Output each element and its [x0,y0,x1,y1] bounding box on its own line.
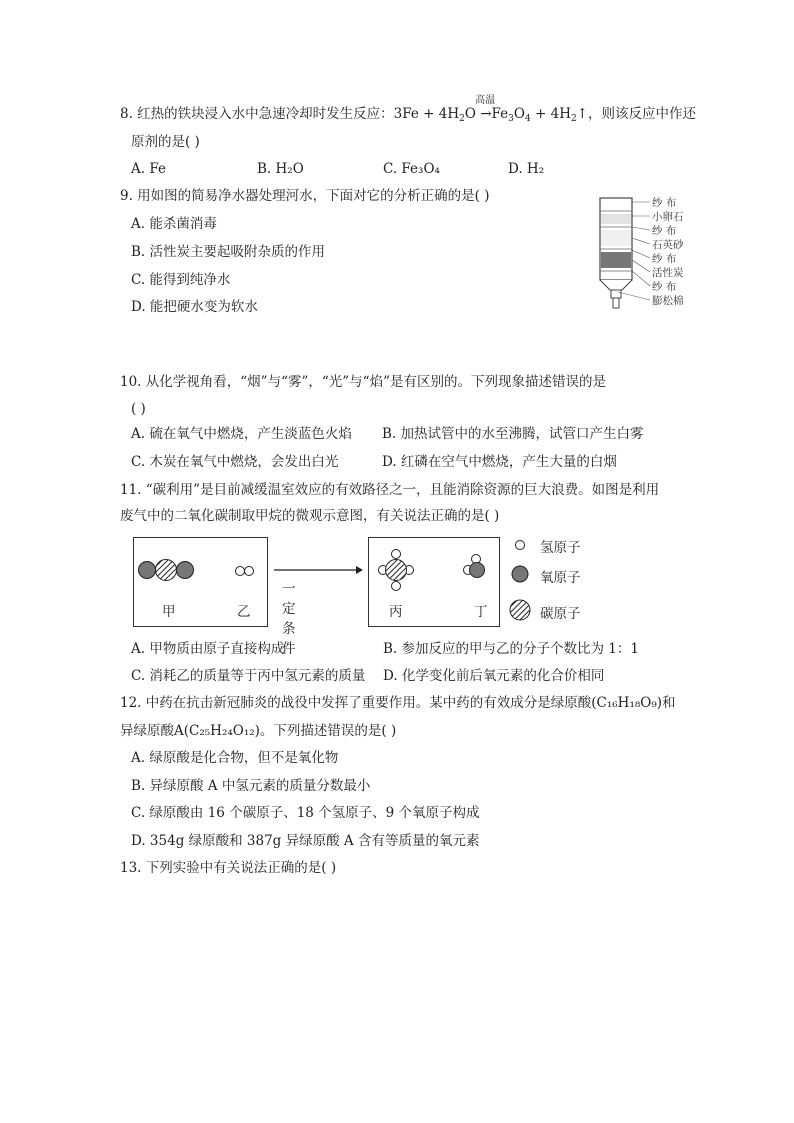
q12-option-c: C. 绿原酸由 16 个碳原子、18 个氢原子、9 个氧原子构成 [131,805,480,821]
sand-layer [601,230,631,246]
q11-option-c: C. 消耗乙的质量等于丙中氢元素的质量 [131,668,366,684]
filter-label-1: 纱 布 [652,197,677,209]
q10-option-a: A. 硫在氧气中燃烧，产生淡蓝色火焰 [131,426,352,442]
carbon-atom [386,560,407,581]
oxygen-atom [470,563,485,578]
q9-option-c: C. 能得到纯净水 [131,272,231,288]
label-bing: 丙 [389,604,403,620]
q8-reaction-condition: 高温 [475,95,496,106]
q8-option-b: B. H₂O [257,161,304,177]
q10-line2: ( ) [131,401,146,417]
q11-option-a: A. 甲物质由原子直接构成 [131,641,285,657]
outlet-pipe [613,298,619,308]
legend-oxygen: 氧原子 [540,570,581,586]
q11-option-d: D. 化学变化前后氧元素的化合价相同 [383,668,605,684]
filter-label-5: 纱 布 [652,253,677,265]
q12-line1: 12. 中药在抗击新冠肺炎的战役中发挥了重要作用。某中药的有效成分是绿原酸(C₁₆H₁₈O₉)和 [120,695,676,711]
water-filter-figure [594,194,698,322]
filter-label-4: 石英砂 [652,239,684,251]
q12-option-b: B. 异绿原酸 A 中氢元素的质量分数最小 [131,778,371,794]
oxygen-legend-icon [512,566,528,582]
q10-option-b: B. 加热试管中的水至沸腾，试管口产生白雾 [382,426,644,442]
q8-option-a: A. Fe [131,161,166,177]
hydrogen-legend-icon [516,541,525,550]
oxygen-atom [139,562,156,579]
q12-line2: 异绿原酸A(C₂₅H₂₄O₁₂)。下列描述错误的是( ) [120,723,397,739]
filter-label-7: 纱 布 [652,281,677,293]
atom-legend [508,535,538,621]
carbon-legend-icon [510,600,530,620]
label-yi: 乙 [237,604,251,620]
q11-line1: 11. “碳利用”是目前减缓温室效应的有效路径之一，且能消除资源的巨大浪费。如图是利用 [120,482,660,498]
legend-carbon: 碳原子 [540,606,581,622]
filter-label-8: 膨松棉 [652,295,684,307]
arrow-condition-label: 一定条件 [282,581,296,657]
q8-line2: 原剂的是( ) [131,134,200,150]
hydrogen-atom [245,567,254,576]
q8-option-d: D. H₂ [508,161,545,177]
q9-option-b: B. 活性炭主要起吸附杂质的作用 [131,244,326,260]
filter-neck [600,280,632,290]
filter-label-3: 纱 布 [652,225,677,237]
q12-option-a: A. 绿原酸是化合物，但不是氧化物 [131,750,339,766]
q9-option-d: D. 能把硬水变为软水 [131,299,258,315]
label-jia: 甲 [162,604,176,620]
q10-option-c: C. 木炭在氧气中燃烧，会发出白光 [131,454,339,470]
filter-label-2: 小卵石 [652,211,684,223]
q10-line1: 10. 从化学视角看，“烟”与“雾”，“光”与“焰”是有区别的。下列现象描述错误的是 [120,374,606,390]
q12-option-d: D. 354g 绿原酸和 387g 异绿原酸 A 含有等质量的氧元素 [131,833,480,849]
oxygen-atom [177,562,194,579]
reactants-box [133,537,268,627]
filter-label-6: 活性炭 [652,267,684,279]
q11-option-b: B. 参加反应的甲与乙的分子个数比为 1：1 [383,641,639,657]
pebble-layer [601,214,631,224]
hydrogen-atom [392,550,401,559]
q8-stem-suffix: ，则该反应中作还 [588,106,697,122]
q9-stem: 9. 用如图的简易净水器处理河水，下面对它的分析正确的是( ) [120,188,490,204]
q10-option-d: D. 红磷在空气中燃烧，产生大量的白烟 [382,454,617,470]
carbon-atom [156,560,177,581]
q8-line1: 8. 红热的铁块浸入水中急速冷却时发生反应：$3Fe + 4H_2O$ 高温 $\to Fe_3O_4$ + $4H_2↑$，则该反应中作还 [120,104,696,129]
reaction-arrow [272,564,364,576]
products-box [368,537,500,627]
charcoal-layer [601,252,631,268]
q11-line2: 废气中的二氧化碳制取甲烷的微观示意图，有关说法正确的是( ) [120,508,500,524]
q13-stem: 13. 下列实验中有关说法正确的是( ) [120,860,337,876]
label-ding: 丁 [474,604,488,620]
hydrogen-atom [392,582,401,591]
q8-option-c: C. Fe₃O₄ [383,161,440,177]
hydrogen-atom [236,567,245,576]
q9-option-a: A. 能杀菌消毒 [131,216,217,232]
q8-stem-prefix: 8. 红热的铁块浸入水中急速冷却时发生反应：3Fe + 4H [120,106,460,122]
legend-hydrogen: 氢原子 [540,540,581,556]
